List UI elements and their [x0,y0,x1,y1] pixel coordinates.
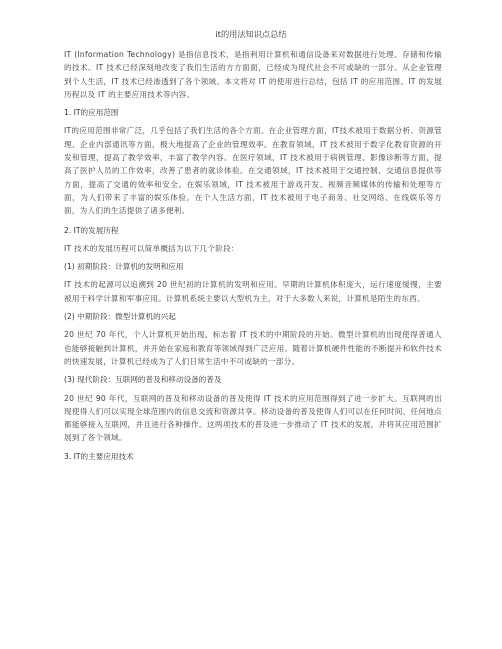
document-body [64,48,442,463]
section-heading-main-technologies: 3. IT的主要应用技术 [64,451,134,461]
subsection-heading-middle-stage: (2) 中期阶段：微型计算机的兴起 [64,312,176,322]
subsection-heading-early-stage: (1) 初期阶段：计算机的发明和应用 [64,262,184,272]
section-paragraph-history-intro: IT 技术的发展历程可以简单概括为以下几个阶段： [64,243,239,253]
subsection-paragraph-modern-stage: 20 世纪 90 年代，互联网的普及和移动设备的普及使得 IT 技术的应用范围得到了进一步扩大。互联网的出现使得人们可以实现全球范围内的信息交流和资源共享。移动设备的普及使得人们可以在任何时间、任何地点都能够接入互联网，并且进行各种操作。这两项技术的普及进一步推动了 IT 技术的发展，并将其应用范围扩展到了各个领域。 [64,393,442,443]
intro-paragraph: IT (Information Technology) 是指信息技术，是指利用计算机和通信设备来对数据进行处理、存储和传输的技术。IT 技术已经深刻地改变了我们生活的方方面面，已经成为现代社会不可或缺的一部分。从企业管理到个人生活，IT 技术已经渗透到了各个领域。本文将对 IT 的使用进行总结，包括 IT 的应用范围、IT 的发展历程以及 IT 的主要应用技术等内容。 [64,50,442,99]
subsection-paragraph-early-stage: IT 技术的起源可以追溯到 20 世纪初的计算机的发明和应用。早期的计算机体积庞大，运行速度缓慢，主要被用于科学计算和军事应用。计算机系统主要以大型机为主，对于大多数人来说，计算机是陌生的东西。 [64,280,442,303]
document-title: it的用法知识点总结 [215,29,287,39]
section-heading-history: 2. IT的发展历程 [64,225,119,235]
subsection-heading-modern-stage: (3) 现代阶段：互联网的普及和移动设备的普及 [64,375,222,385]
subsection-paragraph-middle-stage: 20 世纪 70 年代，个人计算机开始出现，标志着 IT 技术的中期阶段的开始。微型计算机的出现使得普通人也能够接触到计算机，并开始在家庭和教育等领域得到广泛应用。随着计算机硬件性能的不断提升和软件技术的快速发展，计算机已经成为了人们日常生活中不可或缺的一部分。 [64,330,442,366]
section-paragraph-application-scope: IT的应用范围非常广泛，几乎包括了我们生活的各个方面。在企业管理方面，IT技术被用于数据分析、资源管理、企业内部通讯等方面，极大地提高了企业的管理效率。在教育领域，IT 技术被用于数字化教育资源的开发和管理，提高了教学效率，丰富了教学内容。在医疗领域，IT 技术被用于病例管理、影像诊断等方面，提高了医护人员的工作效率，改善了患者的就诊体验。在交通领域，IT 技术被用于交通控制、交通信息提供等方面，提高了交通的效率和安全。在娱乐领域，IT 技术被用于游戏开发、视频音频媒体的传输和处理等方面，为人们带来了丰富的娱乐体验。在个人生活方面，IT 技术被用于电子商务、社交网络、在线娱乐等方面，为人们的生活提供了诸多便利。 [64,126,442,216]
section-heading-application-scope: 1. IT的应用范围 [64,108,119,118]
